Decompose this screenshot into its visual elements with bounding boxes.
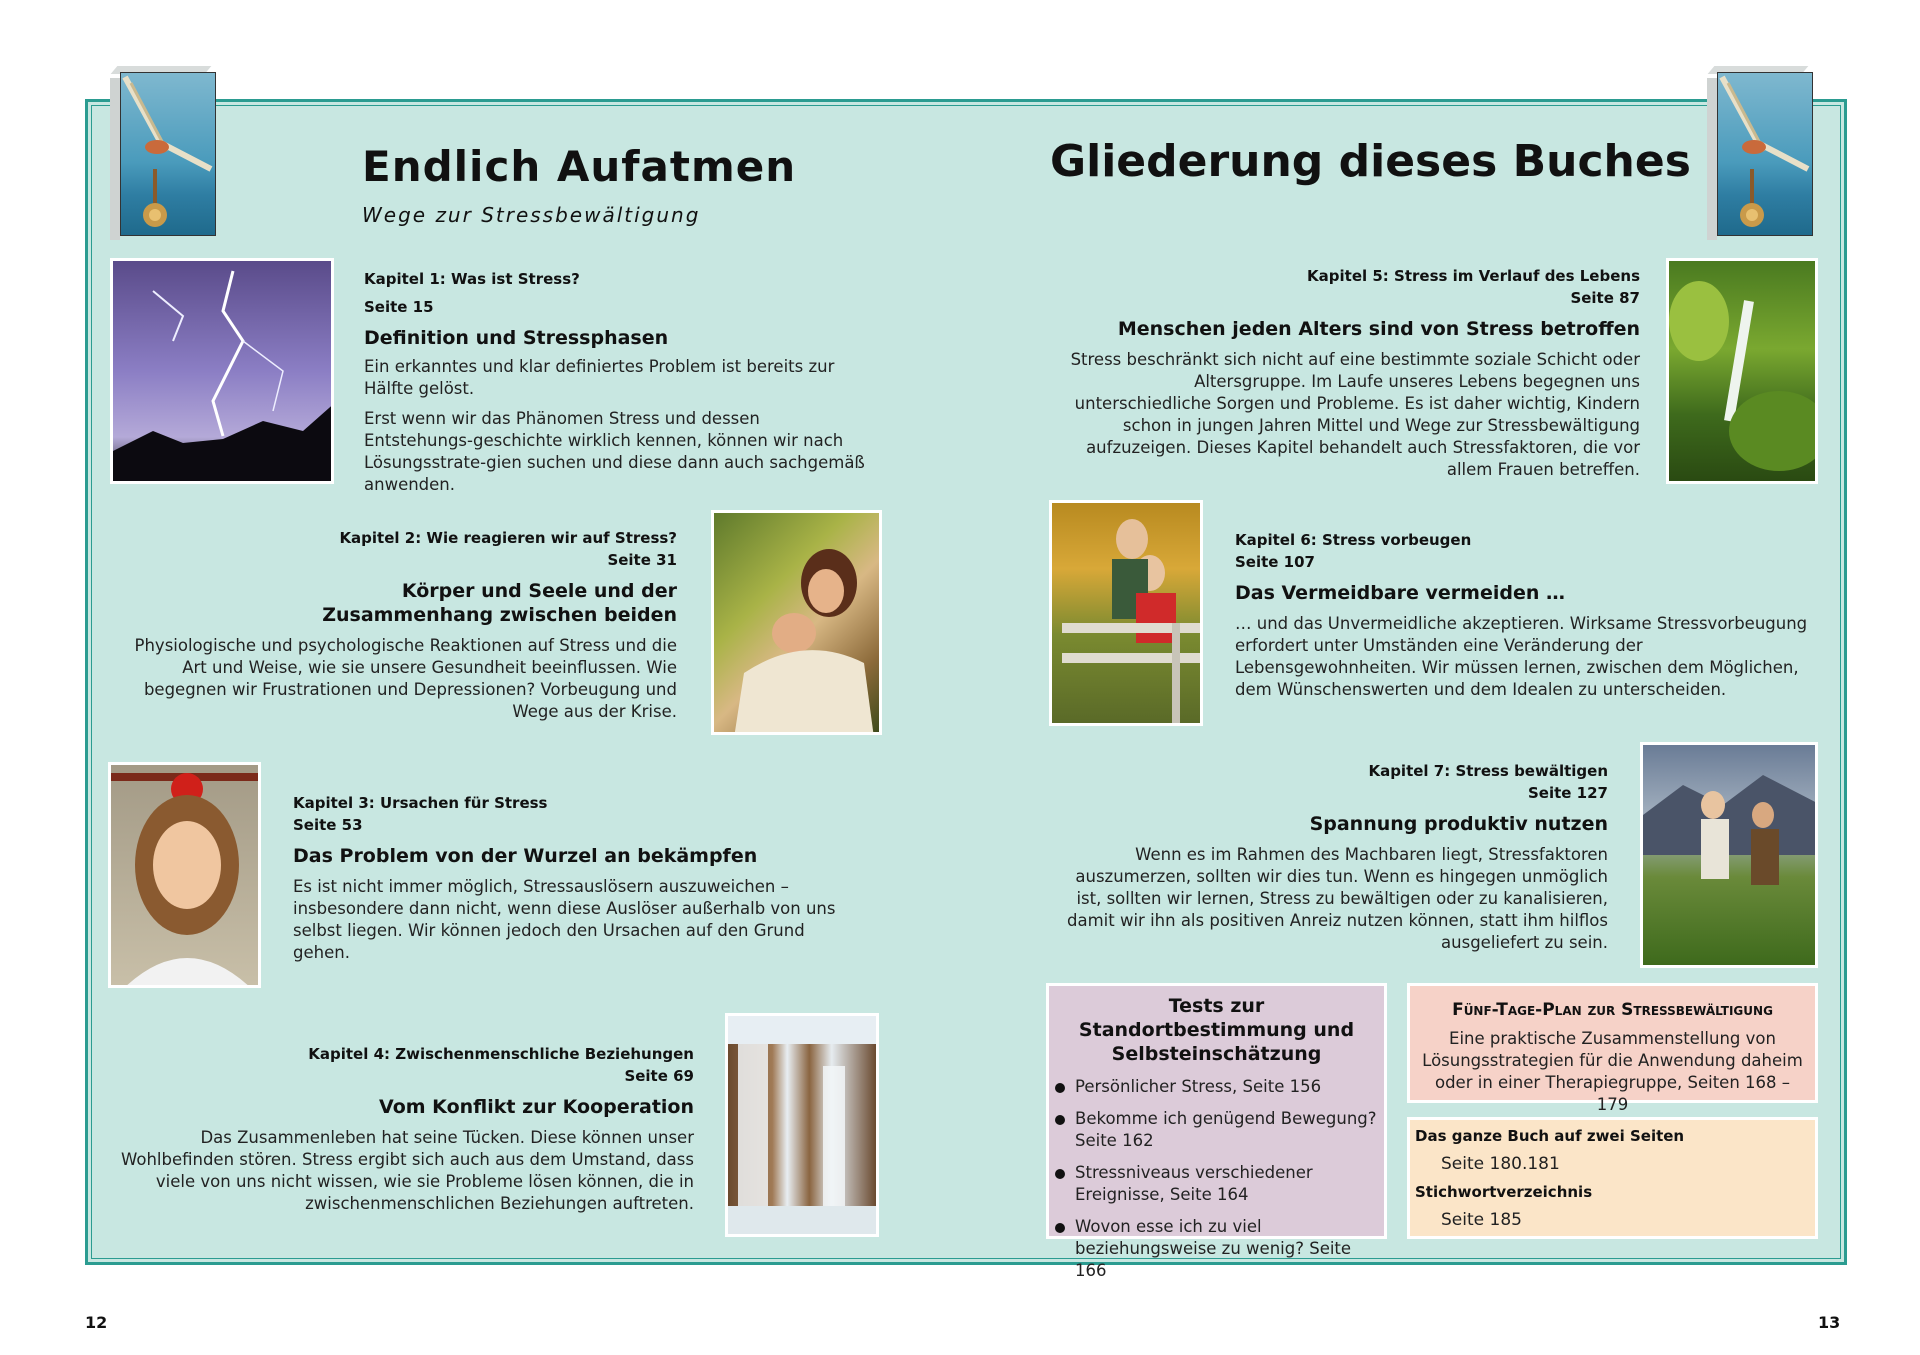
chapter-2-heading: Körper und Seele und der Zusammenhang zwischen beiden	[322, 580, 677, 626]
chapter-2-seite: Seite 31	[607, 551, 677, 569]
chapter-7-seite: Seite 127	[1528, 784, 1608, 802]
plan-box	[1407, 983, 1818, 1114]
chapter-1-body2: Erst wenn wir das Phänomen Stress und dessen Entstehungs-geschichte wirklich kennen, können wir nach Lösungsstrate-gien suchen und diese dann auch sachgemäß anwenden.	[364, 409, 865, 494]
chapter-4-seite: Seite 69	[624, 1067, 694, 1085]
chapter-6-heading: Das Vermeidbare vermeiden …	[1235, 582, 1565, 604]
page-number-left: 12	[85, 1313, 108, 1332]
page-number-right: 13	[1818, 1313, 1841, 1332]
chapter-7-kapitel: Kapitel 7: Stress bewältigen	[1368, 762, 1608, 780]
chapter-2-body: Physiologische und psychologische Reaktionen auf Stress und die Art und Weise, wie sie unsere Gesundheit beeinflussen. Wie begegnen wir Frustrationen und Depressionen? Vorbeugung und Wege aus der Krise.	[134, 636, 677, 721]
book-cover-right-icon	[1717, 72, 1811, 234]
index-label-stichwort: Stichwortverzeichnis	[1415, 1183, 1593, 1201]
chapter-7	[1063, 760, 1608, 954]
index-value-stichwort: Seite 185	[1441, 1210, 1522, 1230]
lightning-photo	[110, 258, 334, 484]
chapter-1	[364, 268, 874, 496]
chapter-5-body: Stress beschränkt sich nicht auf eine bestimmte soziale Schicht oder Altersgruppe. Im Laufe unseres Lebens begegnen uns unterschiedliche Sorgen und Probleme. Es ist daher wichtig, Kindern schon in jungen Jahren Mittel und Wege zur Stressbewältigung aufzuzeigen. Dieses Kapitel behandelt auch Stressfaktoren, die vor allem Frauen betreffen.	[1070, 350, 1640, 479]
chapter-1-kapitel: Kapitel 1: Was ist Stress?	[364, 270, 580, 288]
chapter-4-body: Das Zusammenleben hat seine Tücken. Diese können unser Wohlbefinden stören. Stress ergibt sich auch aus dem Umstand, dass viele von uns nicht wissen, wie sie Probleme lösen können, die in zwischenmenschlichen Beziehungen auftreten.	[121, 1128, 694, 1213]
chapter-5-kapitel: Kapitel 5: Stress im Verlauf des Lebens	[1307, 267, 1640, 285]
chapter-6-kapitel: Kapitel 6: Stress vorbeugen	[1235, 531, 1472, 549]
left-subtitle: Wege zur Stressbewältigung	[362, 203, 701, 227]
left-title: Endlich Aufatmen	[362, 142, 797, 191]
index-label-whole-book: Das ganze Buch auf zwei Seiten	[1415, 1127, 1685, 1145]
index-box	[1407, 1117, 1818, 1239]
chapter-3-body: Es ist nicht immer möglich, Stressauslösern auszuweichen – insbesondere dann nicht, wenn diese Auslöser außerhalb von uns selbst liegen. Wir können jedoch den Ursachen auf den Grund gehen.	[293, 877, 836, 962]
tests-item: Stressniveaus verschiedener Ereignisse, Seite 164	[1055, 1162, 1378, 1206]
tests-box	[1046, 983, 1387, 1280]
chapter-3	[293, 792, 853, 964]
right-title: Gliederung dieses Buches	[1050, 136, 1691, 187]
waterfall-photo	[725, 1013, 879, 1237]
index-value-whole-book: Seite 180.181	[1441, 1154, 1560, 1174]
tests-item: Wovon esse ich zu viel beziehungsweise zu wenig? Seite 166	[1055, 1216, 1378, 1282]
chapter-1-seite: Seite 15	[364, 298, 434, 316]
plan-box-title: Fünf-Tage-Plan zur Stressbewältigung	[1452, 1000, 1773, 1020]
chapter-3-seite: Seite 53	[293, 816, 363, 834]
tests-item: Persönlicher Stress, Seite 156	[1055, 1076, 1378, 1098]
couple-photo	[711, 510, 882, 735]
chapter-3-heading: Das Problem von der Wurzel an bekämpfen	[293, 845, 758, 867]
book-cover-left-icon	[120, 72, 214, 234]
plan-box-body: Eine praktische Zusammenstellung von Lösungsstrategien für die Anwendung daheim oder in einer Therapiegruppe, Seiten 168 – 179	[1422, 1029, 1803, 1114]
chapter-6	[1235, 529, 1825, 701]
chapter-7-body: Wenn es im Rahmen des Machbaren liegt, Stressfaktoren auszumerzen, sollten wir dies tun. Wenn es hingegen unmöglich ist, sollten wir lernen, Stress zu bewältigen oder zu kanalisieren, damit wir ihn als positiven Anreiz nutzen können, statt ihm hilflos ausgeliefert zu sein.	[1067, 845, 1608, 952]
chapter-5-seite: Seite 87	[1570, 289, 1640, 307]
seniors-bench-photo	[1049, 500, 1203, 726]
chapter-5	[1063, 265, 1640, 481]
chapter-6-seite: Seite 107	[1235, 553, 1315, 571]
running-couple-photo	[1640, 742, 1818, 968]
tests-box-title: Tests zur Standortbestimmung und Selbsteinschätzung	[1078, 995, 1355, 1065]
apple-girl-photo	[108, 762, 261, 988]
chapter-4-heading: Vom Konflikt zur Kooperation	[379, 1096, 694, 1118]
chapter-2	[120, 527, 677, 723]
forest-waterfall-photo	[1666, 258, 1818, 484]
chapter-4	[115, 1043, 694, 1215]
chapter-1-body: Ein erkanntes und klar definiertes Problem ist bereits zur Hälfte gelöst.	[364, 357, 835, 398]
tests-item: Bekomme ich genügend Bewegung? Seite 162	[1055, 1108, 1378, 1152]
chapter-6-body: … und das Unvermeidliche akzeptieren. Wirksame Stressvorbeugung erfordert unter Umständen eine Veränderung der Lebensgewohnheiten. Wir müssen lernen, zwischen dem Möglichen, dem Wünschenswerten und dem Idealen zu unterscheiden.	[1235, 614, 1808, 699]
chapter-5-heading: Menschen jeden Alters sind von Stress betroffen	[1117, 318, 1640, 340]
chapter-4-kapitel: Kapitel 4: Zwischenmenschliche Beziehungen	[308, 1045, 694, 1063]
chapter-1-heading: Definition und Stressphasen	[364, 327, 669, 349]
chapter-3-kapitel: Kapitel 3: Ursachen für Stress	[293, 794, 548, 812]
chapter-7-heading: Spannung produktiv nutzen	[1309, 813, 1608, 835]
chapter-2-kapitel: Kapitel 2: Wie reagieren wir auf Stress?	[339, 529, 677, 547]
